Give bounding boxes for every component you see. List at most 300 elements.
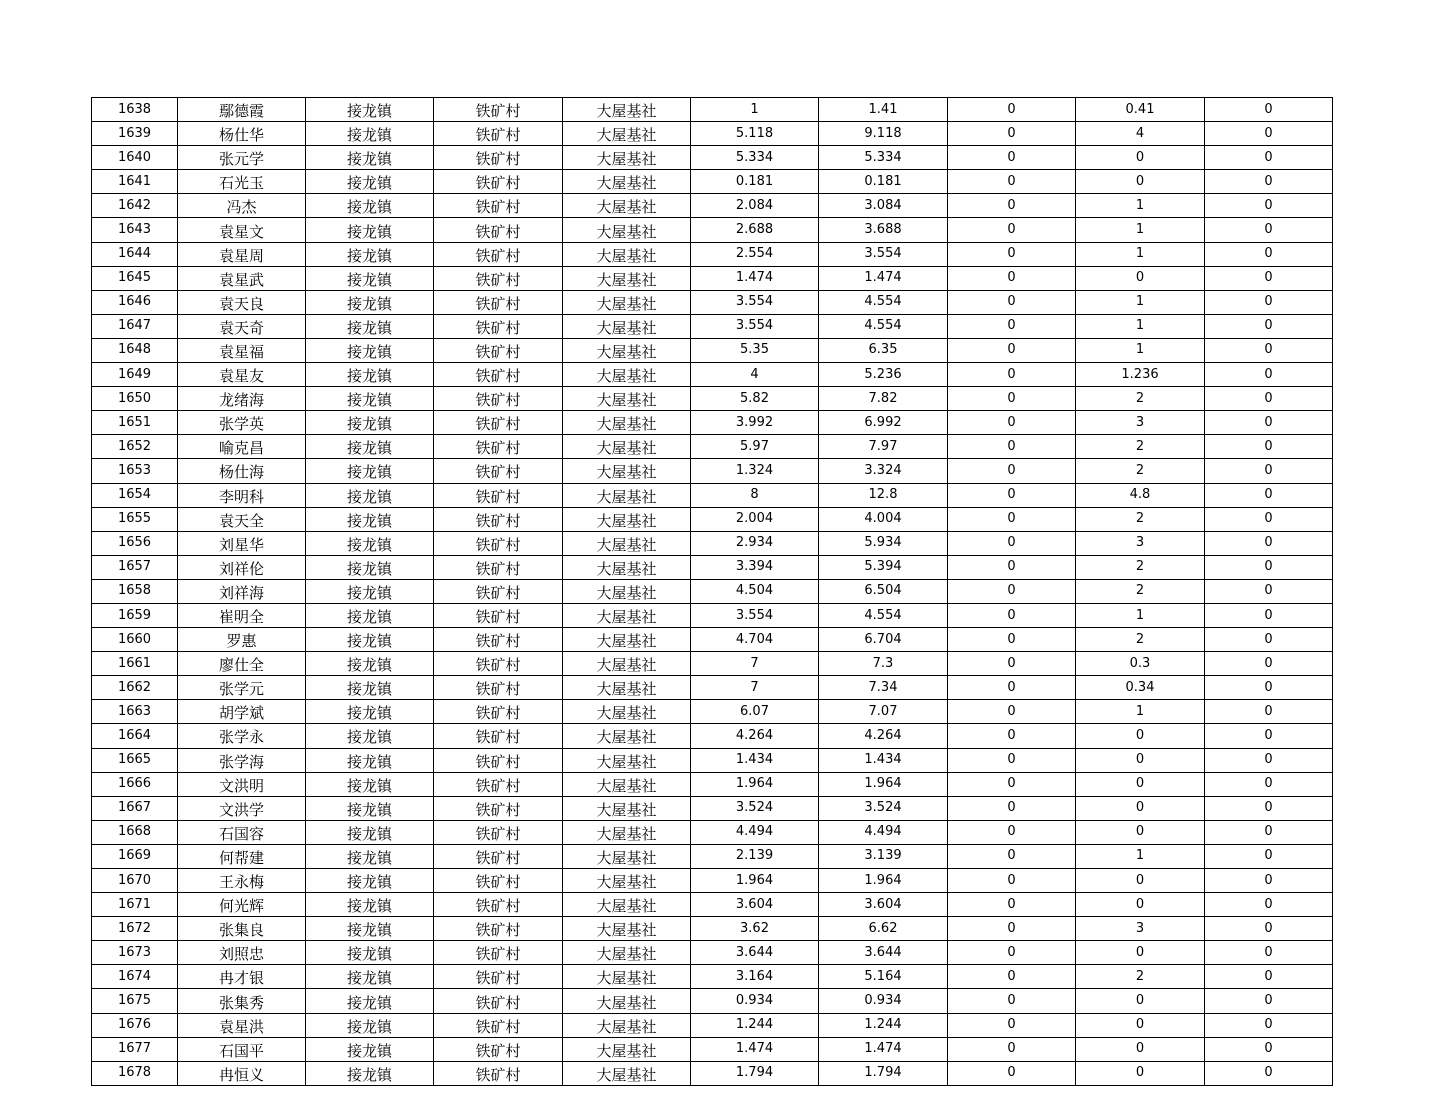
value-c-cell: 0 (948, 218, 1076, 242)
value-a-cell: 1.964 (691, 772, 819, 796)
name-cell: 文洪学 (178, 796, 306, 820)
value-d-cell: 2 (1076, 507, 1205, 531)
group-cell: 大屋基社 (563, 146, 691, 170)
value-d-cell: 0.3 (1076, 652, 1205, 676)
village-cell: 铁矿村 (434, 796, 563, 820)
village-cell: 铁矿村 (434, 411, 563, 435)
value-b-cell: 3.139 (819, 844, 948, 868)
value-a-cell: 1.244 (691, 1013, 819, 1037)
town-cell: 接龙镇 (306, 965, 434, 989)
value-c-cell: 0 (948, 917, 1076, 941)
value-b-cell: 4.554 (819, 314, 948, 338)
table-row (92, 290, 1333, 314)
value-e-cell: 0 (1205, 194, 1333, 218)
value-e-cell: 0 (1205, 338, 1333, 362)
serial-number-cell: 1640 (92, 146, 178, 170)
value-b-cell: 9.118 (819, 122, 948, 146)
value-a-cell: 1.794 (691, 1061, 819, 1085)
village-cell: 铁矿村 (434, 652, 563, 676)
group-cell: 大屋基社 (563, 676, 691, 700)
group-cell: 大屋基社 (563, 700, 691, 724)
table-row (92, 218, 1333, 242)
table-row (92, 844, 1333, 868)
serial-number-cell: 1670 (92, 869, 178, 893)
village-cell: 铁矿村 (434, 628, 563, 652)
group-cell: 大屋基社 (563, 579, 691, 603)
village-cell: 铁矿村 (434, 387, 563, 411)
value-c-cell: 0 (948, 820, 1076, 844)
group-cell: 大屋基社 (563, 772, 691, 796)
table-row (92, 796, 1333, 820)
town-cell: 接龙镇 (306, 579, 434, 603)
value-c-cell: 0 (948, 338, 1076, 362)
serial-number-cell: 1647 (92, 314, 178, 338)
value-e-cell: 0 (1205, 387, 1333, 411)
table-row (92, 483, 1333, 507)
value-d-cell: 0 (1076, 869, 1205, 893)
group-cell: 大屋基社 (563, 483, 691, 507)
village-cell: 铁矿村 (434, 869, 563, 893)
serial-number-cell: 1666 (92, 772, 178, 796)
value-b-cell: 0.181 (819, 170, 948, 194)
name-cell: 石光玉 (178, 170, 306, 194)
value-e-cell: 0 (1205, 290, 1333, 314)
serial-number-cell: 1639 (92, 122, 178, 146)
village-cell: 铁矿村 (434, 531, 563, 555)
value-d-cell: 3 (1076, 411, 1205, 435)
table-row (92, 989, 1333, 1013)
town-cell: 接龙镇 (306, 531, 434, 555)
serial-number-cell: 1677 (92, 1037, 178, 1061)
value-e-cell: 0 (1205, 98, 1333, 122)
serial-number-cell: 1652 (92, 435, 178, 459)
value-e-cell: 0 (1205, 146, 1333, 170)
name-cell: 文洪明 (178, 772, 306, 796)
value-b-cell: 3.554 (819, 242, 948, 266)
data-table (91, 97, 1333, 1086)
village-cell: 铁矿村 (434, 507, 563, 531)
serial-number-cell: 1674 (92, 965, 178, 989)
value-e-cell: 0 (1205, 893, 1333, 917)
town-cell: 接龙镇 (306, 1013, 434, 1037)
value-a-cell: 2.688 (691, 218, 819, 242)
group-cell: 大屋基社 (563, 555, 691, 579)
town-cell: 接龙镇 (306, 1061, 434, 1085)
name-cell: 龙绪海 (178, 387, 306, 411)
value-e-cell: 0 (1205, 363, 1333, 387)
name-cell: 何帮建 (178, 844, 306, 868)
value-e-cell: 0 (1205, 579, 1333, 603)
value-a-cell: 3.554 (691, 290, 819, 314)
value-a-cell: 3.394 (691, 555, 819, 579)
value-a-cell: 7 (691, 676, 819, 700)
town-cell: 接龙镇 (306, 507, 434, 531)
value-e-cell: 0 (1205, 844, 1333, 868)
value-a-cell: 1.474 (691, 266, 819, 290)
village-cell: 铁矿村 (434, 314, 563, 338)
serial-number-cell: 1650 (92, 387, 178, 411)
town-cell: 接龙镇 (306, 290, 434, 314)
village-cell: 铁矿村 (434, 338, 563, 362)
value-c-cell: 0 (948, 435, 1076, 459)
name-cell: 石国容 (178, 820, 306, 844)
town-cell: 接龙镇 (306, 603, 434, 627)
value-d-cell: 2 (1076, 459, 1205, 483)
value-a-cell: 2.934 (691, 531, 819, 555)
town-cell: 接龙镇 (306, 98, 434, 122)
value-b-cell: 7.3 (819, 652, 948, 676)
value-c-cell: 0 (948, 628, 1076, 652)
group-cell: 大屋基社 (563, 314, 691, 338)
table-row (92, 531, 1333, 555)
value-b-cell: 3.084 (819, 194, 948, 218)
town-cell: 接龙镇 (306, 700, 434, 724)
value-e-cell: 0 (1205, 820, 1333, 844)
value-c-cell: 0 (948, 652, 1076, 676)
value-e-cell: 0 (1205, 917, 1333, 941)
table-row (92, 435, 1333, 459)
group-cell: 大屋基社 (563, 917, 691, 941)
value-a-cell: 1.434 (691, 748, 819, 772)
name-cell: 袁星友 (178, 363, 306, 387)
value-d-cell: 1 (1076, 338, 1205, 362)
value-e-cell: 0 (1205, 459, 1333, 483)
value-e-cell: 0 (1205, 1013, 1333, 1037)
value-a-cell: 7 (691, 652, 819, 676)
group-cell: 大屋基社 (563, 844, 691, 868)
value-e-cell: 0 (1205, 628, 1333, 652)
value-c-cell: 0 (948, 965, 1076, 989)
table-row (92, 387, 1333, 411)
group-cell: 大屋基社 (563, 893, 691, 917)
name-cell: 廖仕全 (178, 652, 306, 676)
town-cell: 接龙镇 (306, 314, 434, 338)
town-cell: 接龙镇 (306, 820, 434, 844)
name-cell: 袁天奇 (178, 314, 306, 338)
value-b-cell: 0.934 (819, 989, 948, 1013)
serial-number-cell: 1668 (92, 820, 178, 844)
village-cell: 铁矿村 (434, 242, 563, 266)
value-b-cell: 5.394 (819, 555, 948, 579)
value-b-cell: 4.554 (819, 603, 948, 627)
serial-number-cell: 1649 (92, 363, 178, 387)
table-row (92, 98, 1333, 122)
value-d-cell: 1 (1076, 290, 1205, 314)
value-a-cell: 0.934 (691, 989, 819, 1013)
serial-number-cell: 1638 (92, 98, 178, 122)
serial-number-cell: 1651 (92, 411, 178, 435)
town-cell: 接龙镇 (306, 676, 434, 700)
village-cell: 铁矿村 (434, 941, 563, 965)
value-e-cell: 0 (1205, 676, 1333, 700)
name-cell: 刘星华 (178, 531, 306, 555)
value-a-cell: 3.62 (691, 917, 819, 941)
value-e-cell: 0 (1205, 507, 1333, 531)
value-b-cell: 1.964 (819, 772, 948, 796)
name-cell: 鄢德霞 (178, 98, 306, 122)
town-cell: 接龙镇 (306, 869, 434, 893)
value-c-cell: 0 (948, 242, 1076, 266)
name-cell: 胡学斌 (178, 700, 306, 724)
village-cell: 铁矿村 (434, 772, 563, 796)
village-cell: 铁矿村 (434, 146, 563, 170)
serial-number-cell: 1665 (92, 748, 178, 772)
serial-number-cell: 1655 (92, 507, 178, 531)
village-cell: 铁矿村 (434, 700, 563, 724)
value-d-cell: 0 (1076, 893, 1205, 917)
name-cell: 张学永 (178, 724, 306, 748)
table-row (92, 411, 1333, 435)
group-cell: 大屋基社 (563, 1013, 691, 1037)
serial-number-cell: 1645 (92, 266, 178, 290)
village-cell: 铁矿村 (434, 218, 563, 242)
value-b-cell: 1.41 (819, 98, 948, 122)
serial-number-cell: 1669 (92, 844, 178, 868)
group-cell: 大屋基社 (563, 748, 691, 772)
name-cell: 刘照忠 (178, 941, 306, 965)
value-b-cell: 1.474 (819, 1037, 948, 1061)
value-c-cell: 0 (948, 122, 1076, 146)
value-d-cell: 4 (1076, 122, 1205, 146)
value-c-cell: 0 (948, 459, 1076, 483)
group-cell: 大屋基社 (563, 507, 691, 531)
value-b-cell: 1.244 (819, 1013, 948, 1037)
value-d-cell: 0.41 (1076, 98, 1205, 122)
value-d-cell: 0 (1076, 724, 1205, 748)
table-row (92, 772, 1333, 796)
town-cell: 接龙镇 (306, 435, 434, 459)
value-e-cell: 0 (1205, 242, 1333, 266)
value-c-cell: 0 (948, 772, 1076, 796)
value-d-cell: 0 (1076, 820, 1205, 844)
value-a-cell: 5.35 (691, 338, 819, 362)
village-cell: 铁矿村 (434, 724, 563, 748)
group-cell: 大屋基社 (563, 218, 691, 242)
group-cell: 大屋基社 (563, 603, 691, 627)
name-cell: 杨仕海 (178, 459, 306, 483)
town-cell: 接龙镇 (306, 917, 434, 941)
group-cell: 大屋基社 (563, 724, 691, 748)
name-cell: 李明科 (178, 483, 306, 507)
value-e-cell: 0 (1205, 122, 1333, 146)
name-cell: 张学海 (178, 748, 306, 772)
name-cell: 张学英 (178, 411, 306, 435)
value-a-cell: 4.504 (691, 579, 819, 603)
table-row (92, 628, 1333, 652)
value-d-cell: 2 (1076, 435, 1205, 459)
value-d-cell: 1.236 (1076, 363, 1205, 387)
village-cell: 铁矿村 (434, 483, 563, 507)
value-e-cell: 0 (1205, 603, 1333, 627)
group-cell: 大屋基社 (563, 242, 691, 266)
village-cell: 铁矿村 (434, 989, 563, 1013)
value-b-cell: 7.34 (819, 676, 948, 700)
town-cell: 接龙镇 (306, 363, 434, 387)
table-row (92, 1037, 1333, 1061)
town-cell: 接龙镇 (306, 483, 434, 507)
table-row (92, 314, 1333, 338)
table-row (92, 1061, 1333, 1085)
town-cell: 接龙镇 (306, 724, 434, 748)
serial-number-cell: 1656 (92, 531, 178, 555)
village-cell: 铁矿村 (434, 893, 563, 917)
name-cell: 张集良 (178, 917, 306, 941)
town-cell: 接龙镇 (306, 796, 434, 820)
village-cell: 铁矿村 (434, 170, 563, 194)
value-a-cell: 0.181 (691, 170, 819, 194)
name-cell: 刘祥伦 (178, 555, 306, 579)
value-d-cell: 1 (1076, 700, 1205, 724)
name-cell: 王永梅 (178, 869, 306, 893)
value-c-cell: 0 (948, 676, 1076, 700)
serial-number-cell: 1642 (92, 194, 178, 218)
town-cell: 接龙镇 (306, 989, 434, 1013)
serial-number-cell: 1663 (92, 700, 178, 724)
serial-number-cell: 1671 (92, 893, 178, 917)
value-b-cell: 5.236 (819, 363, 948, 387)
value-a-cell: 3.554 (691, 603, 819, 627)
value-a-cell: 8 (691, 483, 819, 507)
value-a-cell: 3.554 (691, 314, 819, 338)
village-cell: 铁矿村 (434, 820, 563, 844)
value-d-cell: 0 (1076, 748, 1205, 772)
name-cell: 张元学 (178, 146, 306, 170)
value-c-cell: 0 (948, 290, 1076, 314)
value-c-cell: 0 (948, 893, 1076, 917)
value-c-cell: 0 (948, 314, 1076, 338)
value-a-cell: 3.524 (691, 796, 819, 820)
value-b-cell: 3.324 (819, 459, 948, 483)
group-cell: 大屋基社 (563, 170, 691, 194)
table-row (92, 170, 1333, 194)
serial-number-cell: 1662 (92, 676, 178, 700)
table-row (92, 941, 1333, 965)
serial-number-cell: 1644 (92, 242, 178, 266)
town-cell: 接龙镇 (306, 941, 434, 965)
town-cell: 接龙镇 (306, 459, 434, 483)
name-cell: 冉恒义 (178, 1061, 306, 1085)
value-e-cell: 0 (1205, 1037, 1333, 1061)
table-row (92, 893, 1333, 917)
value-c-cell: 0 (948, 844, 1076, 868)
serial-number-cell: 1643 (92, 218, 178, 242)
group-cell: 大屋基社 (563, 122, 691, 146)
value-e-cell: 0 (1205, 796, 1333, 820)
value-e-cell: 0 (1205, 435, 1333, 459)
value-a-cell: 6.07 (691, 700, 819, 724)
serial-number-cell: 1648 (92, 338, 178, 362)
value-b-cell: 3.644 (819, 941, 948, 965)
town-cell: 接龙镇 (306, 772, 434, 796)
serial-number-cell: 1661 (92, 652, 178, 676)
value-a-cell: 5.118 (691, 122, 819, 146)
town-cell: 接龙镇 (306, 218, 434, 242)
serial-number-cell: 1664 (92, 724, 178, 748)
value-a-cell: 4.494 (691, 820, 819, 844)
group-cell: 大屋基社 (563, 338, 691, 362)
table-row (92, 700, 1333, 724)
value-e-cell: 0 (1205, 941, 1333, 965)
value-a-cell: 4.264 (691, 724, 819, 748)
value-e-cell: 0 (1205, 411, 1333, 435)
value-d-cell: 2 (1076, 387, 1205, 411)
name-cell: 袁星洪 (178, 1013, 306, 1037)
value-a-cell: 5.97 (691, 435, 819, 459)
value-a-cell: 2.139 (691, 844, 819, 868)
value-d-cell: 0 (1076, 266, 1205, 290)
value-c-cell: 0 (948, 194, 1076, 218)
group-cell: 大屋基社 (563, 387, 691, 411)
town-cell: 接龙镇 (306, 122, 434, 146)
value-b-cell: 7.07 (819, 700, 948, 724)
value-d-cell: 0 (1076, 170, 1205, 194)
name-cell: 张集秀 (178, 989, 306, 1013)
name-cell: 冯杰 (178, 194, 306, 218)
value-a-cell: 3.604 (691, 893, 819, 917)
group-cell: 大屋基社 (563, 965, 691, 989)
table-row (92, 242, 1333, 266)
value-c-cell: 0 (948, 603, 1076, 627)
value-d-cell: 1 (1076, 194, 1205, 218)
table-row (92, 146, 1333, 170)
village-cell: 铁矿村 (434, 748, 563, 772)
town-cell: 接龙镇 (306, 387, 434, 411)
value-c-cell: 0 (948, 941, 1076, 965)
value-a-cell: 3.992 (691, 411, 819, 435)
serial-number-cell: 1658 (92, 579, 178, 603)
village-cell: 铁矿村 (434, 194, 563, 218)
value-e-cell: 0 (1205, 314, 1333, 338)
group-cell: 大屋基社 (563, 1037, 691, 1061)
value-b-cell: 4.494 (819, 820, 948, 844)
town-cell: 接龙镇 (306, 242, 434, 266)
name-cell: 杨仕华 (178, 122, 306, 146)
value-d-cell: 1 (1076, 314, 1205, 338)
table-row (92, 579, 1333, 603)
value-b-cell: 3.688 (819, 218, 948, 242)
village-cell: 铁矿村 (434, 1061, 563, 1085)
serial-number-cell: 1657 (92, 555, 178, 579)
value-d-cell: 2 (1076, 965, 1205, 989)
serial-number-cell: 1667 (92, 796, 178, 820)
name-cell: 袁星福 (178, 338, 306, 362)
group-cell: 大屋基社 (563, 989, 691, 1013)
value-c-cell: 0 (948, 1037, 1076, 1061)
value-b-cell: 3.604 (819, 893, 948, 917)
town-cell: 接龙镇 (306, 893, 434, 917)
name-cell: 袁星周 (178, 242, 306, 266)
value-d-cell: 2 (1076, 579, 1205, 603)
value-b-cell: 3.524 (819, 796, 948, 820)
value-d-cell: 0 (1076, 772, 1205, 796)
value-b-cell: 6.704 (819, 628, 948, 652)
village-cell: 铁矿村 (434, 676, 563, 700)
table-row (92, 1013, 1333, 1037)
serial-number-cell: 1660 (92, 628, 178, 652)
town-cell: 接龙镇 (306, 844, 434, 868)
value-b-cell: 1.794 (819, 1061, 948, 1085)
group-cell: 大屋基社 (563, 1061, 691, 1085)
group-cell: 大屋基社 (563, 796, 691, 820)
value-e-cell: 0 (1205, 1061, 1333, 1085)
village-cell: 铁矿村 (434, 965, 563, 989)
value-b-cell: 4.264 (819, 724, 948, 748)
group-cell: 大屋基社 (563, 98, 691, 122)
value-e-cell: 0 (1205, 218, 1333, 242)
value-b-cell: 6.62 (819, 917, 948, 941)
value-d-cell: 1 (1076, 844, 1205, 868)
name-cell: 刘祥海 (178, 579, 306, 603)
